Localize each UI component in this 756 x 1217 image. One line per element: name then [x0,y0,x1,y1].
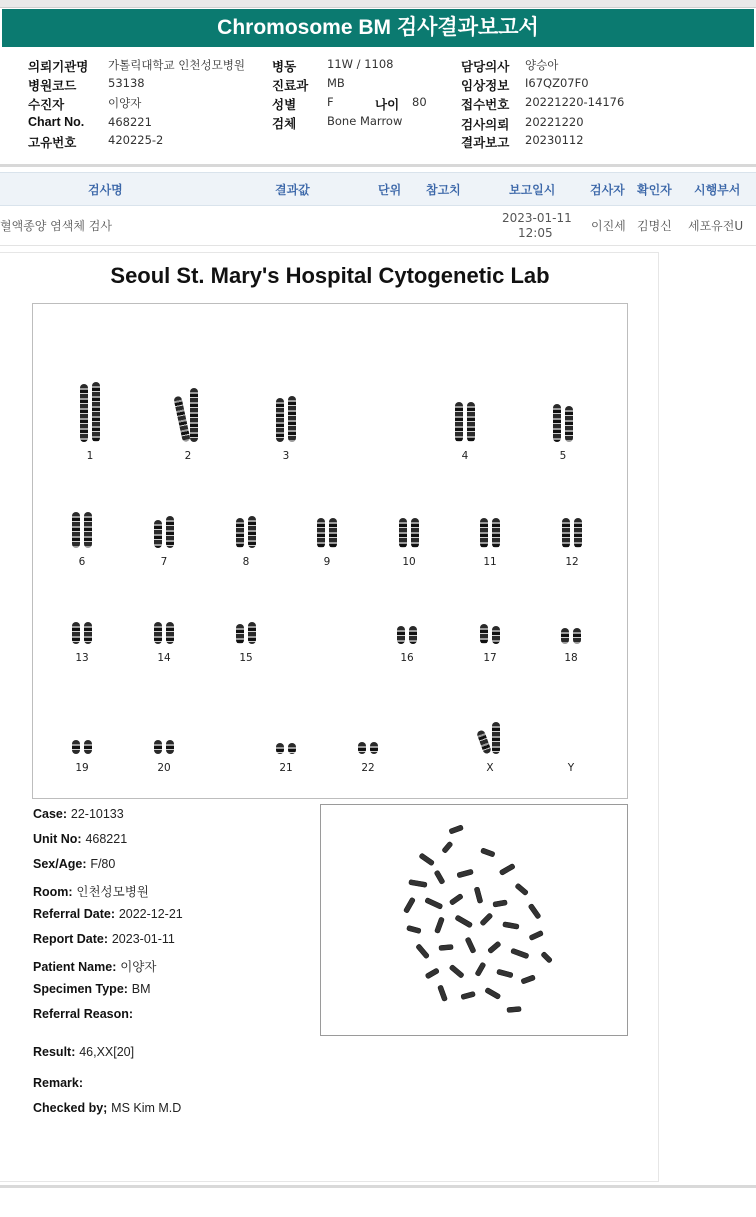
chromosome-label: 16 [400,652,414,664]
chromosome-13 [61,614,103,664]
referral-date-row: Referral Date: 2022-12-21 [33,907,183,921]
report-date-value: 20230112 [525,133,584,147]
header-test-name: 검사명 [88,183,123,197]
institution-value: 가톨릭대학교 인천성모병원 [108,58,245,72]
request-date-value: 20221220 [525,115,584,129]
chromosome-7 [143,510,185,568]
chromosome-x [469,714,511,774]
patient-info-panel [0,55,756,155]
chromosome-label: 1 [86,450,94,462]
chromosome-label: Y [567,762,575,774]
table-row[interactable] [0,205,756,246]
chromosome-18 [550,616,592,664]
report-title: Chromosome BM 검사결과보고서 [2,9,754,47]
row-report-time: 12:05 [518,226,553,240]
checked-row: Checked by; MS Kim M.D [33,1101,182,1115]
chromosome-14 [143,614,185,664]
patient-value: 이양자 [108,96,142,110]
department-label: 진료과 [272,79,309,93]
receipt-no-label: 접수번호 [461,98,510,112]
chromosome-label: 7 [160,556,168,568]
chromosome-label: 19 [75,762,89,774]
row-confirmer: 김명신 [637,219,672,233]
header-tester: 검사자 [590,183,625,197]
chart-no-value: 468221 [108,115,152,129]
chromosome-20 [143,728,185,774]
hospital-code-label: 병원코드 [28,79,77,93]
chromosome-15 [225,614,267,664]
karyotype-image [32,303,628,799]
referral-date-value: 2022-12-21 [118,907,183,921]
chromosome-8 [225,510,267,568]
report-date-row: Report Date: 2023-01-11 [33,932,175,946]
patient-name-row: Patient Name: 이양자 [33,960,157,974]
age-value: 80 [412,95,427,109]
chromosome-5 [542,392,584,462]
chromosome-1 [69,374,111,462]
row-tester: 이진세 [591,219,626,233]
chromosome-22 [347,732,389,774]
sexage-row: Sex/Age: F/80 [33,857,116,871]
header-department: 시행부서 [694,183,741,197]
case-value: 22-10133 [70,807,124,821]
header-unit: 단위 [378,183,402,197]
chromosome-label: 14 [157,652,171,664]
chromosome-label: 2 [184,450,192,462]
room-row: Room: 인천성모병원 [33,885,149,899]
patient-name-value: 이양자 [120,960,157,974]
chromosome-label: 12 [565,556,579,568]
unit-value: 468221 [85,832,128,846]
chart-no-label: Chart No. [28,115,85,129]
chromosome-label: 18 [564,652,578,664]
chromosome-label: 6 [78,556,86,568]
chromosome-label: 17 [483,652,497,664]
chromosome-label: 21 [279,762,293,774]
header-result: 결과값 [275,183,310,197]
chromosome-label: 11 [483,556,497,568]
row-department: 세포유전U [688,219,744,233]
header-report-datetime: 보고일시 [509,183,556,197]
header-confirmer: 확인자 [637,183,672,197]
report-date-value: 2023-01-11 [111,932,175,946]
chromosome-4 [444,392,486,462]
row-report-date: 2023-01-11 [502,211,572,225]
report-date-label: 결과보고 [461,136,510,150]
doctor-label: 담당의사 [461,60,510,74]
row-test-name: 혈액종양 염색체 검사 [0,219,112,233]
header-reference: 참고치 [426,183,461,197]
chromosome-label: 3 [282,450,290,462]
age-label: 나이 [375,98,400,112]
chromosome-label: 13 [75,652,89,664]
referral-reason-row: Referral Reason: [33,1007,134,1021]
institution-label: 의뢰기관명 [28,60,89,74]
case-row: Case: 22-10133 [33,807,124,821]
top-border [0,0,756,8]
unique-no-label: 고유번호 [28,136,77,150]
chromosome-label: 15 [239,652,253,664]
chromosome-label: 4 [461,450,469,462]
request-date-label: 검사의뢰 [461,118,510,132]
result-value: 46,XX[20] [79,1045,135,1059]
checked-value: MS Kim M.D [111,1101,182,1115]
clinical-info-label: 임상정보 [461,79,510,93]
results-table-header [0,172,756,206]
specimen-label: 검체 [272,117,297,131]
chromosome-label: X [486,762,494,774]
chromosome-10 [388,510,430,568]
remark-row: Remark: [33,1076,84,1090]
chromosome-label: 10 [402,556,416,568]
specimen-type-row: Specimen Type: BM [33,982,151,996]
sexage-value: F/80 [90,857,116,871]
chromosome-label: 8 [242,556,250,568]
bottom-border [0,1185,756,1188]
lab-title: Seoul St. Mary's Hospital Cytogenetic Lab [110,263,550,288]
metaphase-image [320,804,628,1036]
chromosome-16 [386,616,428,664]
chromosome-12 [551,510,593,568]
chromosome-label: 22 [361,762,375,774]
chromosome-label: 20 [157,762,171,774]
chromosome-21 [265,732,307,774]
sex-label: 성별 [272,98,297,112]
chromosome-11 [469,510,511,568]
clinical-info-value: I67QZ07F0 [525,76,589,90]
doctor-value: 양승아 [525,58,559,72]
department-value: MB [327,76,345,90]
room-value: 인천성모병원 [76,885,149,899]
unit-row: Unit No: 468221 [33,832,128,846]
result-row: Result: 46,XX[20] [33,1045,135,1059]
unique-no-value: 420225-2 [108,133,164,147]
hospital-code-value: 53138 [108,76,145,90]
metaphase-spread-graphic [321,805,627,1035]
chromosome-9 [306,510,348,568]
chromosome-17 [469,616,511,664]
ward-label: 병동 [272,60,297,74]
specimen-value: Bone Marrow [327,114,403,128]
chromosome-label: 5 [559,450,567,462]
section-divider [0,164,756,167]
chromosome-y [550,732,592,774]
chromosome-label: 9 [323,556,331,568]
chromosome-19 [61,728,103,774]
ward-value: 11W / 1108 [327,57,394,71]
chromosome-6 [61,506,103,568]
chromosome-2 [167,382,209,462]
chromosome-3 [265,386,307,462]
sex-value: F [327,95,334,109]
specimen-type-value: BM [131,982,151,996]
patient-label: 수진자 [28,98,65,112]
receipt-no-value: 20221220-14176 [525,95,625,109]
